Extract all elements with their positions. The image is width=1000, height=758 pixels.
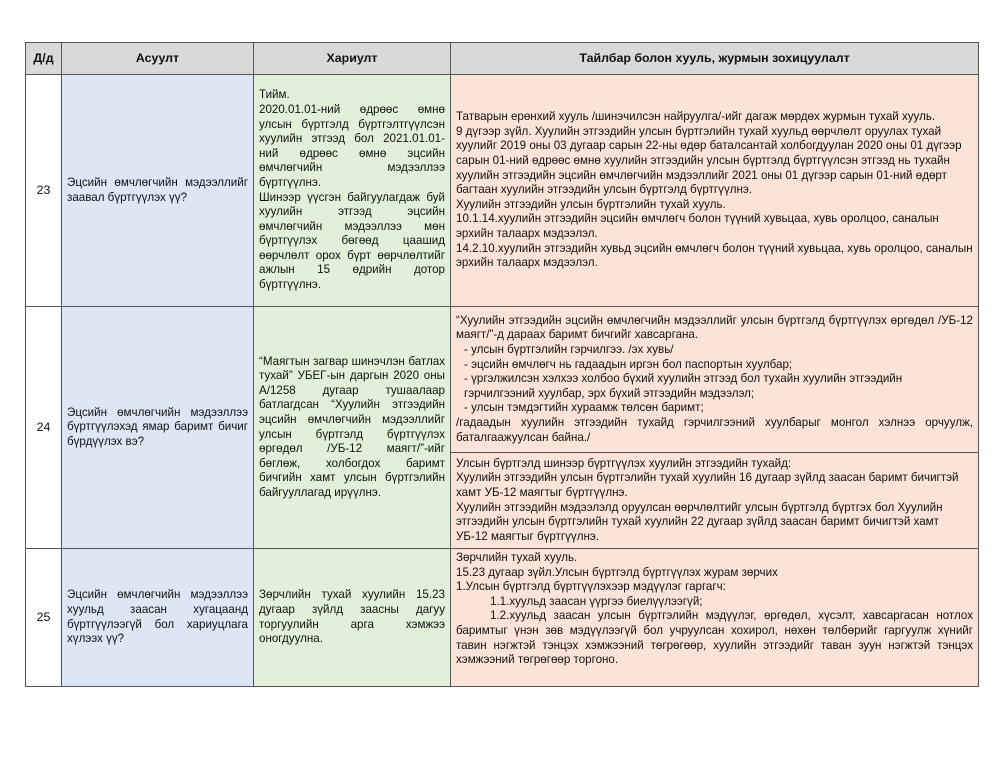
explanation-line: 10.1.14.хуулийн этгээдийн эцсийн өмчлөгч болон түүний хувьцаа, хувь оролцоо, саналын эрхийн талаарх мэдээлэл. (456, 212, 939, 240)
explanation-list-item: - эцсийн өмчлөгч нь гадаадын иргэн бол паспортын хуулбар; (464, 357, 793, 371)
question-cell: Эцсийн өмчлөгчийн мэдээллээ хуульд заасан хугацаанд бүртгүүлээгүй бол хариуцлага хүлээх үү? (62, 549, 254, 687)
answer-cell (254, 549, 451, 687)
header-number: Д/д (26, 43, 62, 75)
explanation-list-item: - улсын тэмдэгтийн хураамж төлсөн баримт; (464, 401, 704, 415)
answer-cell (254, 307, 451, 549)
table-header-row (26, 43, 979, 75)
explanation-cell (451, 75, 979, 307)
explanation-sub-item: 1.2.хуульд заасан улсын бүртгэлийн мэдүүлэг, өргөдөл, хүсэлт, хавсаргасан нотлох баримтыг үнэн зөв мэдүүлээгүй бол учруулсан хохирол, нөхөн төлбөрийг гаргуулж хүнийг тавин нэгжтэй тэнцэх хэмжээний төгрөгөөр, хуулийн этгээдийг таван зуун нэгжтэй тэнцэх хэмжээний төгрөгөөр торгоно. (456, 609, 973, 667)
table-row (26, 549, 979, 687)
explanation-sub-item: 1.1.хуульд заасан үүргээ биелүүлээгүй; (490, 594, 703, 608)
explanation-line: Татварын ерөнхий хууль /шинэчилсэн найруулга/-ийг дагаж мөрдөх журмын тухай хууль. (456, 110, 936, 124)
table-row (26, 75, 979, 307)
explanation-list-item: - үргэлжилсэн хэлхээ холбоо бүхий хуулийн этгээд бол тухайн хуулийн этгээдийн гэрчилгээний хуулбар, эрх бүхий этгээдийн мэдээлэл; (464, 372, 903, 400)
explanation-line: Хуулийн этгээдийн улсын бүртгэлийн тухай хуулийн 16 дугаар зүйлд заасан баримт бичигтэй хамт УБ-12 маягтыг бүртгүүлнэ. (456, 471, 959, 499)
answer-line: Шинээр үүсгэн байгуулагдаж буй хуулийн этгээд эцсийн өмчлөгчийн мэдээллээ мөн бүртгүүлэх бөгөөд цаашид өөрчлөлт орох бүрт өөрчлөлтийг ажлын 15 өдрийн дотор бүртгүүлнэ. (259, 190, 445, 292)
row-number: 23 (26, 75, 62, 307)
answer-line: Тийм. (259, 88, 290, 102)
explanation-line: Хуулийн этгээдийн мэдээлэлд оруулсан өөрчлөлтийг улсын бүртгэлд бүртгэх бол Хуулийн этгээдийн улсын бүртгэлийн тухай хуулийн 22 дугаар зүйлд заасан баримт бичигтэй хамт УБ-12 маягтыг бүртгүүлнэ. (456, 500, 943, 543)
answer-line: 2020.01.01-ний өдрөөс өмнө улсын бүртгэлд бүртгэлтгүүлсэн хуулийн этгээд бол 2021.01.01-ний өдрөөс өмнө эцсийн өмчлөгчийн мэдээллээ бүртгүүлнэ. (259, 102, 445, 189)
explanation-line: 14.2.10.хуулийн этгээдийн хувьд эцсийн өмчлөгч болон түүний хувьцаа, хувь оролцоо, саналын эрхийн талаарх мэдээлэл. (456, 241, 973, 270)
explanation-note: /гадаадын хуулийн этгээдийн тухайд гэрчилгээний хуулбарыг монгол хэлнээ орчуулж, баталгаажуулсан байна./ (456, 415, 973, 444)
explanation-cell (451, 549, 979, 687)
explanation-line: 9 дүгээр зүйл. Хуулийн этгээдийн улсын бүртгэлийн тухай хуульд өөрчлөлт оруулах тухай хуулийг 2019 оны 03 дугаар сарын 22-ны өдөр баталсантай холбогдуулан 2020 оны 01 дүгээр сарын 01-ний өдрөөс өмнө хуулийн этгээдийн улсын бүртгэлд бүртгүүлсэн этгээд нь тухайн хуулийн этгээдийн эцсийн өмчлөгчийн мэдээллийг 2021 оны 01 дүгээр сарын 01-ний өдөрт багтаан хуулийн этгээдийн улсын бүртгэлд бүртгүүлнэ. (456, 124, 962, 197)
header-answer: Хариулт (254, 43, 451, 75)
row-number: 24 (26, 307, 62, 549)
table-row (26, 307, 979, 453)
question-cell: Эцсийн өмчлөгчийн мэдээллээ бүртгүүлэхэд ямар баримт бичиг бүрдүүлэх вэ? (62, 307, 254, 549)
explanation-line: Улсын бүртгэлд шинээр бүртгүүлэх хуулийн этгээдийн тухайд: (456, 456, 792, 470)
explanation-line: “Хуулийн этгээдийн эцсийн өмчлөгчийн мэдээллийг улсын бүртгэлд бүртгүүлэх өргөдөл /УБ-12 маягт/”-д дараах баримт бичгийг хавсаргана. (456, 313, 973, 342)
explanation-line: 15.23 дугаар зүйл.Улсын бүртгэлд бүртгүүлэх журам зөрчих (456, 565, 778, 579)
row-number: 25 (26, 549, 62, 687)
explanation-cell (451, 453, 979, 549)
answer-line: “Маягтын загвар шинэчлэн батлах тухай” УБЕГ-ын даргын 2020 оны А/1258 дугаар тушаалаар батлагдсан “Хуулийн этгээдийн эцсийн өмчлөгчийн мэдээллийг улсын бүртгэлд бүртгүүлэх өргөдөл /УБ-12 маягт/”-ийг бөглөж, холбогдох баримт бичгийн хамт улсын бүртгэлийн байгууллагад ирүүлнэ. (259, 354, 445, 499)
explanation-line: Зөрчлийн тухай хууль. (456, 551, 578, 564)
question-cell: Эцсийн өмчлөгчийн мэдээллийг заавал бүртгүүлэх үү? (62, 75, 254, 307)
explanation-line: Хуулийн этгээдийн улсын бүртгэлийн тухай хууль. (456, 197, 726, 211)
answer-cell (254, 75, 451, 307)
answer-line: Зөрчлийн тухай хуулийн 15.23 дугаар зүйлд заасны дагуу торгуулийн арга хэмжээ оногдуулна. (259, 588, 445, 646)
header-explanation: Тайлбар болон хууль, журмын зохицуулалт (451, 43, 979, 75)
explanation-list-item: - улсын бүртгэлийн гэрчилгээ. /эх хувь/ (464, 343, 674, 357)
header-question: Асуулт (62, 43, 254, 75)
qa-table (25, 42, 979, 687)
explanation-cell (451, 307, 979, 453)
explanation-line: 1.Улсын бүртгэлд бүртгүүлэхээр мэдүүлэг гаргагч: (456, 580, 726, 594)
